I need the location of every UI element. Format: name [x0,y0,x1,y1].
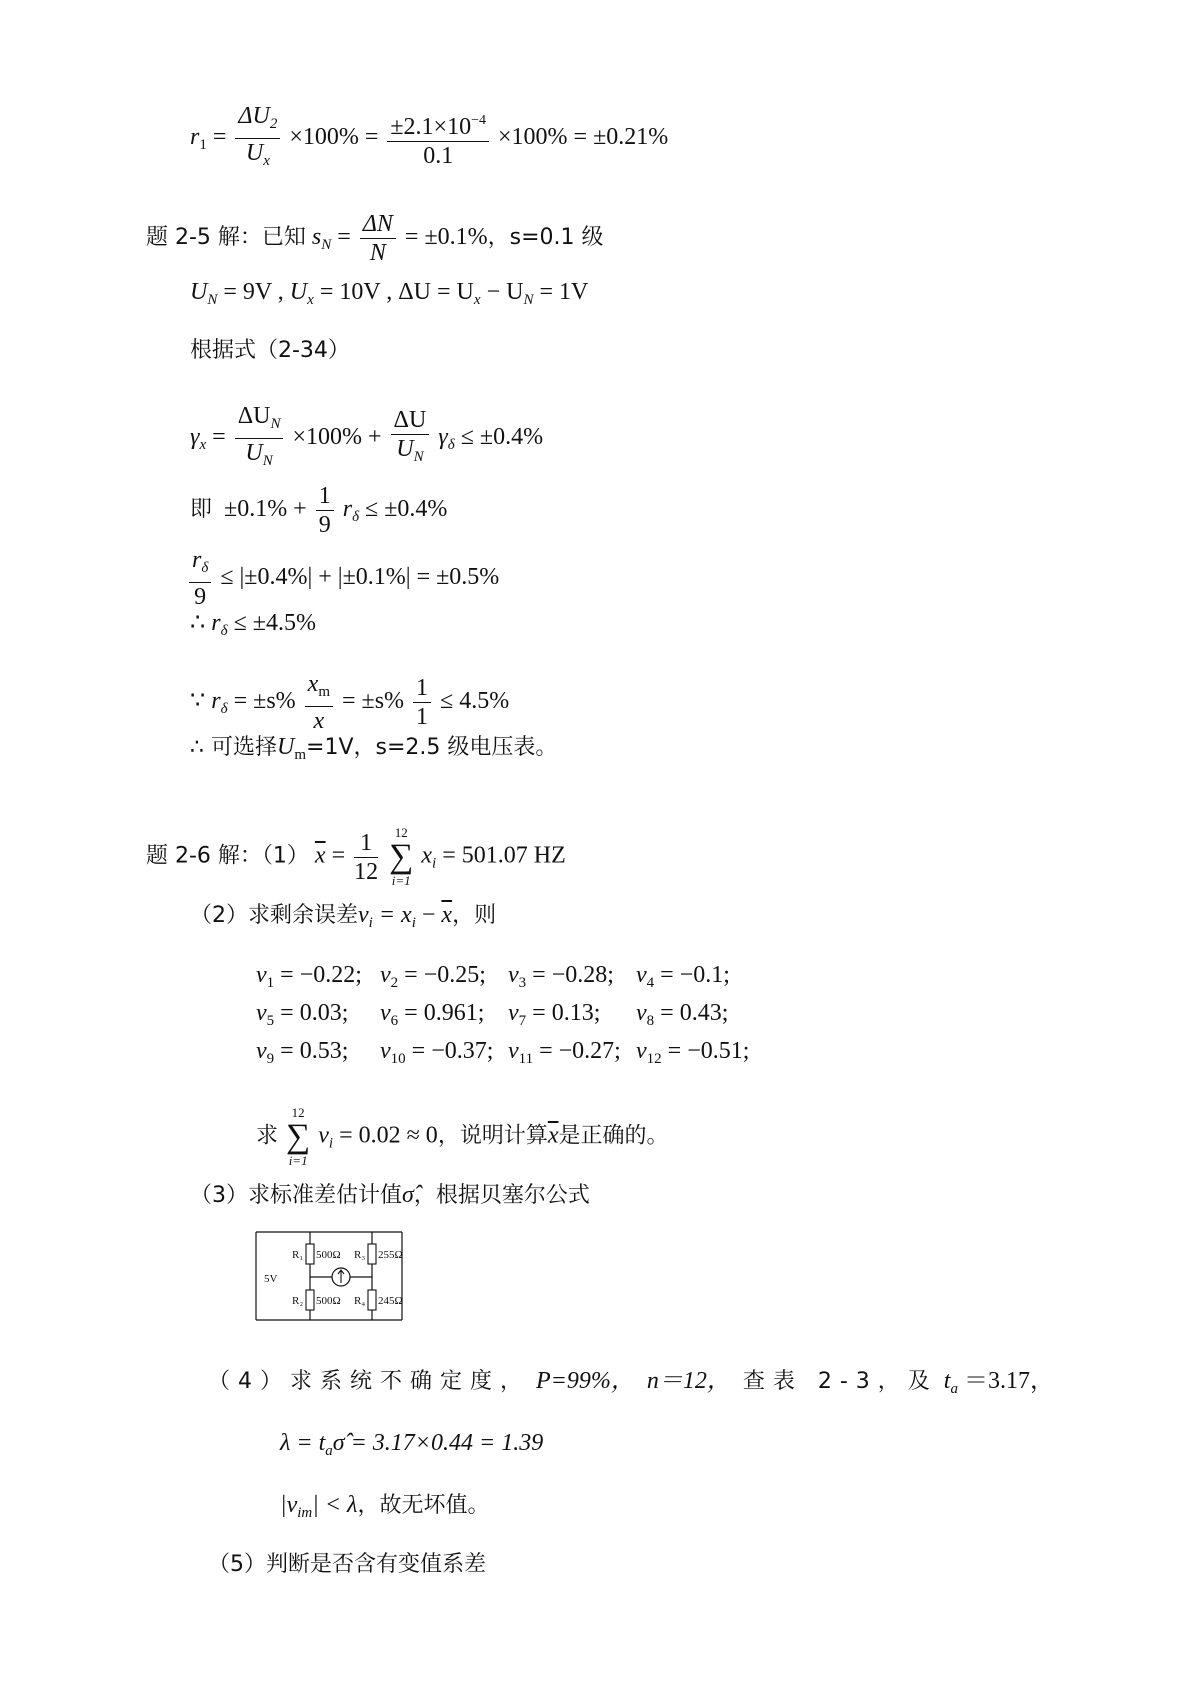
galvanometer-arrow-icon [338,1270,344,1283]
step3-line [190,1180,590,1211]
therefore-line [190,608,316,646]
s4-c: 查表 2-3，及 [742,1369,938,1394]
v3: $v_3 = -0.28$; [508,962,614,991]
therefore-r-sub: δ [220,623,228,639]
g-den2: U [396,436,414,462]
du-minus: − U [480,279,524,305]
q25-s: s [311,224,322,251]
step4-line [208,1366,1054,1404]
rd-num-sub: δ [201,560,209,576]
sum-xbar: $\overline{x}$ [547,1122,559,1149]
r2-resistor [306,1290,314,1310]
g-num1-sub: N [270,416,281,432]
gamma-tail: ≤ ±0.4% [460,424,544,451]
sum-v-sub: i [328,1135,334,1152]
rd-tail: ≤ |±0.4%| + |±0.1%| = ±0.5% [220,564,500,591]
lambda-r: σ̂ = 3.17×0.44 = 1.39 [332,1430,544,1456]
v8: $v_8 = 0.43$; [636,1000,729,1029]
s2-eq: = x [372,902,412,928]
q26-eq: = [331,842,346,869]
q25-val: = ±0.1% [404,224,488,251]
l1-mid: ×100% = [289,124,379,151]
gamma-line [190,402,543,475]
choose-a: ∴ 可选择 [190,735,277,760]
ji-num: 1 [316,482,334,511]
rd-num: r [192,547,202,573]
because-sym: ∵ [190,688,212,715]
q25-tail: ，s=0.1 级 [487,225,604,251]
s4-tail: ＝3.17， [963,1368,1054,1394]
sum-line [256,1106,669,1168]
q26-den: 12 [354,858,379,885]
q25-label: 题 2-5 解：已知 [146,225,306,251]
ux-text: U [245,140,264,166]
because-b: = ±s% [227,688,296,715]
s4-t: t [943,1368,951,1394]
du-x-sub: x [473,292,481,308]
g-den1-sub: N [262,453,273,469]
sum-bot: i=1 [288,1153,308,1168]
v4: $v_4 = -0.1$; [636,962,730,991]
frac-den [235,139,280,175]
bf1-den: x [313,708,325,734]
g-num1: ΔU [237,403,271,429]
s2-v: v [358,902,369,928]
v7: $v_7 = 0.13$; [508,1000,601,1029]
r1-sub: 1 [199,137,207,154]
q26-xbar: $\overline{x}$ [314,842,326,869]
vim-v: |v [280,1492,298,1518]
r4-label: R₄ [354,1295,366,1307]
q26-sum-top: 12 [394,825,408,840]
frac-num [235,102,280,139]
un-sub: N [207,292,218,308]
ji-frac [316,482,334,539]
source-voltage: 5V [264,1273,278,1285]
r3-resistor [368,1244,376,1264]
sum-v: v [318,1122,329,1149]
un-line [190,277,588,315]
ji-prefix: 即 [190,497,213,523]
s4-t-sub: a [950,1381,958,1397]
sum-top: 12 [291,1105,305,1120]
gamma-frac2 [391,406,430,471]
q26-xi: x [421,842,433,869]
s2-tail: ，则 [452,903,497,928]
ux-sub2: x [307,292,314,308]
v-row-3 [256,1036,749,1074]
q25-num: ΔN [360,210,396,239]
bf1-num: x [307,671,319,697]
s2-v-sub: i [368,915,373,931]
choose-tail: =1V，s=2.5 级电压表。 [306,735,558,760]
choose-u: U [277,734,295,760]
sum-tail2: 是正确的。 [558,1123,669,1149]
s2-minus: − [415,902,442,928]
s3-a: （3）求标准差估计值 [190,1183,402,1208]
eq-sign: = [212,124,227,151]
choose-u-sub: m [294,747,307,763]
bf1-num-sub: m [318,684,330,700]
vim-sub: im [297,1505,313,1521]
v1: $v_1 = -0.22$; [256,962,362,991]
g-num2: ΔU [391,406,430,435]
because-line [190,670,509,735]
v6: $v_6 = 0.961$; [380,1000,485,1029]
r1-value: 500Ω [316,1249,341,1261]
ji-tail: ≤ ±0.4% [365,496,448,523]
s4-a: （4）求系统不确定度， [208,1369,530,1394]
q25-eq: = [337,224,351,251]
ji-r: r [342,496,353,523]
v9: $v_9 = 0.53$; [256,1038,349,1067]
ux-val: = 10V , ΔU = U [313,279,474,305]
because-frac1 [305,670,333,735]
num2-sup: −4 [471,113,486,128]
v-row-1 [256,960,730,998]
q26-sum-bot: i=1 [391,873,411,888]
ji-a: ±0.1% + [224,496,307,523]
ux-u: U [289,279,308,305]
sigma-symbol-2: ∑ [286,1118,311,1155]
gamma-mid: ×100% + [292,424,382,451]
r2-value: 500Ω [316,1295,341,1307]
r3-label: R₃ [354,1249,366,1261]
therefore-r: r [211,610,221,636]
du-n-sub: N [523,292,534,308]
r1-symbol: r [190,124,200,151]
ji-den: 9 [318,512,331,538]
q26-frac [354,829,378,886]
therefore-tail: ≤ ±4.5% [227,610,316,636]
fraction-value [387,107,489,170]
ux-sub: x [263,153,270,169]
choose-line [190,732,557,770]
du-sub: 2 [269,116,278,132]
v-row-2 [256,998,728,1036]
bf2-den: 1 [416,704,429,730]
q25-frac [360,210,396,267]
gamma-frac1 [235,402,284,475]
s4-p: P=99%， [536,1368,635,1394]
un-val: = 9V , [217,279,290,305]
s3-sigma: σ̂ [402,1182,414,1208]
gamma-sub: x [199,437,207,454]
vim-tail: | < λ [312,1492,358,1518]
gamma-eq: = [212,424,226,451]
sum-sigma [286,1106,310,1168]
because-tail: ≤ 4.5% [440,688,510,715]
q26-xi-sub: i [432,855,437,872]
g-den2-sub: N [413,449,424,465]
r1-resistor [306,1244,314,1264]
sum-tail1: ，说明计算 [437,1123,548,1149]
q26-num: 1 [354,829,378,858]
s3-tail: ，根据贝塞尔公式 [413,1183,590,1208]
therefore-sym: ∴ [190,610,212,636]
because-r-sub: δ [220,701,228,718]
ji-line [190,482,447,539]
vim-text: ，故无坏值。 [357,1493,490,1518]
vim-line [280,1490,489,1528]
rdelta-line [186,546,499,611]
eq-r1 [190,102,668,175]
r2-label: R₂ [292,1295,304,1307]
s2-x-sub: i [411,915,416,931]
ji-r-sub: δ [352,509,360,526]
r1-label: R₁ [292,1249,304,1261]
because-r: r [211,688,221,715]
v5: $v_5 = 0.03$; [256,1000,349,1029]
sum-val: = 0.02 ≈ 0 [333,1122,438,1149]
un-u: U [190,279,208,305]
q25-line [146,210,604,267]
because-frac2 [413,674,431,731]
bridge-circuit-diagram [254,1228,404,1324]
den2-text: 0.1 [423,143,454,169]
sigma-symbol: ∑ [389,838,414,875]
lambda-l: λ = t [280,1430,326,1456]
r3-value: 255Ω [378,1249,403,1261]
du-text: ΔU [238,103,270,129]
v12: $v_{12} = -0.51$; [636,1038,750,1067]
because-c: = ±s% [341,688,405,715]
s2-a: （2）求剩余误差 [190,903,358,928]
gamma-delta: γ [438,424,448,451]
bf2-num: 1 [413,674,431,703]
q25-s-sub: N [321,237,332,254]
q26-tail: = 501.07 HZ [442,842,566,869]
r4-value: 245Ω [378,1295,403,1307]
sum-a: 求 [256,1123,279,1149]
v2: $v_2 = -0.25$; [380,962,486,991]
s2-xbar: $\overline{x}$ [441,902,453,928]
formula-ref: 根据式（2-34） [190,338,350,363]
q25-den: N [369,240,386,266]
q26-label: 题 2-6 解：（1） [146,843,309,869]
rd-frac [189,546,211,611]
step2-line [190,900,496,938]
gamma-delta-sub: δ [447,437,455,454]
step5-line: （5）判断是否含有变值系差 [208,1552,486,1577]
r4-resistor [368,1290,376,1310]
v10: $v_{10} = -0.37$; [380,1038,494,1067]
num2-text: ±2.1×10 [390,114,472,140]
lambda-line [280,1428,543,1466]
l1-tail: ×100% = ±0.21% [498,124,669,151]
rd-den: 9 [194,584,207,610]
g-den1: U [245,440,263,466]
s4-n: n＝12， [646,1368,731,1394]
lambda-sub: a [325,1443,333,1459]
v11: $v_{11} = -0.27$; [508,1038,621,1067]
frac-num2 [387,107,489,142]
q26-line [146,826,566,888]
gamma-symbol: γ [190,424,200,451]
fraction-du2-ux [235,102,280,175]
q26-sum [389,826,413,888]
du-val: = 1V [533,279,589,305]
